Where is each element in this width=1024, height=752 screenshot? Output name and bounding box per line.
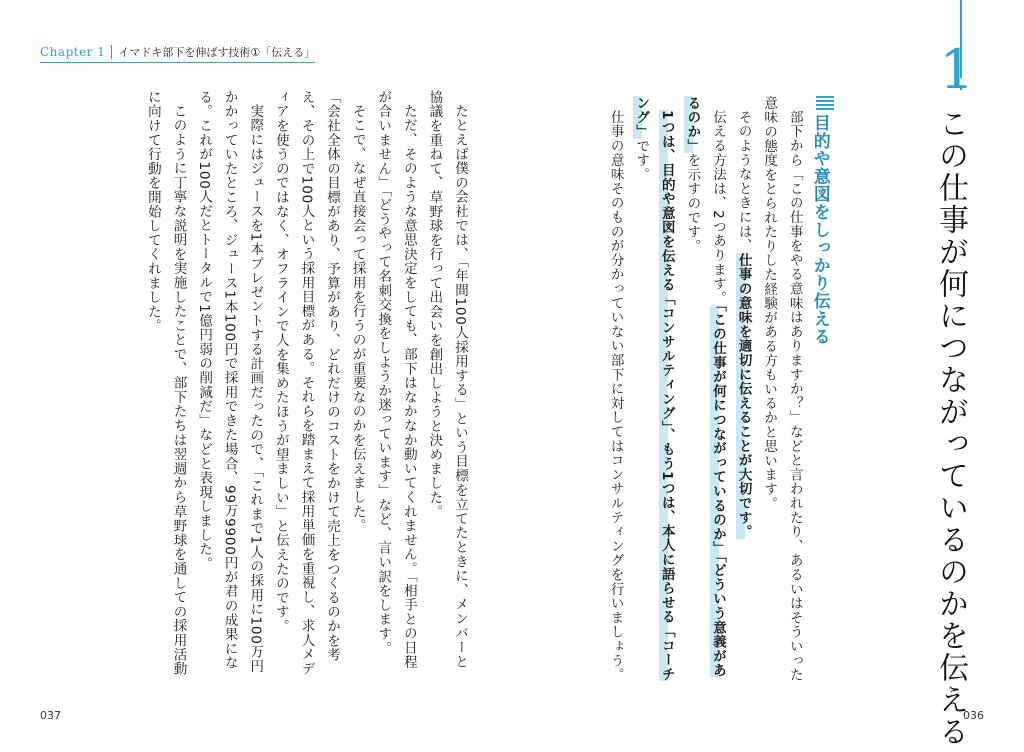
subheading	[807, 96, 834, 686]
paragraph: このように丁寧な説明を実施したことで、部下たちは翌週から草野球を通しての採用活動に向けて行動を開始してくれました。	[144, 90, 187, 676]
running-head-rule	[40, 62, 315, 63]
subheading-text: 目的や意図をしっかり伝える	[809, 114, 830, 346]
paragraph: 仕事の意味そのものが分かっていない部下に対してはコンサルティングを行いましょう。	[607, 109, 624, 682]
paragraph: 「会社全体の目標があり、予算があり、どれだけのコストをかけて売上をつくるのかを考え、その上で100人という採用目標がある。それらを踏まえて採用単価を重視し、求人メディアを使うのではなく、オフラインで人を集めたほうが望ましい」と伝えたのです。	[272, 90, 341, 676]
page-number: 037	[40, 709, 61, 722]
paragraph	[730, 96, 756, 686]
paragraph: そこで、なぜ直接会って採用を行うのが重要なのかを伝えました。	[349, 103, 366, 533]
chapter-title: この仕事が何につながっているのかを伝える	[933, 108, 968, 748]
paragraph: 実際にはジュースを1本プレゼントする計画だったので、「これまで1人の採用に100万円かかっていたところ、ジュース1本100円で採用できた場合、99万9900円が君の成果になる。これが100人だとトータルで1億円弱の削減だ」などと表現しました。	[196, 90, 264, 673]
emphasis-text: 「この仕事が何につながっているのか」「どういう意義があるのか」	[684, 96, 726, 678]
paragraph: ただ、そのような意思決定をしても、部下はなかなか動いてくれません。「相手との日程が合いません」「どうやって名刺交換をしようか迷っています」など、言い訳をします。	[375, 90, 417, 669]
paragraph: 部下から「この仕事をやる意味はありますか？」などと言われたり、あるいはそういった意味の態度をとられたりした経験がある方もいるかと思います。	[761, 96, 803, 682]
chapter-number: 1	[939, 38, 974, 101]
paragraph	[679, 96, 730, 686]
page-number: 036	[963, 709, 984, 722]
emphasis-text: 仕事の意味を適切に伝えることが大切です。	[735, 252, 752, 539]
paragraph-text: そのようなときには、	[735, 109, 752, 253]
running-head-title: イマドキ部下を伸ばす技術①「伝える」	[118, 46, 316, 59]
paragraph	[628, 96, 679, 686]
paragraph-text: です。	[633, 138, 650, 182]
right-body-text	[602, 96, 834, 686]
emphasis-text: 1つは、目的や意図を伝える「コンサルティング」、もう1つは、本人に語らせる「コーチング」	[633, 96, 675, 681]
paragraph: たとえば僕の会社では、「年間100人採用する」という目標を立てたときに、メンバーと協議を重ねて、草野球を行って出会いを創出しようと決めました。	[426, 90, 468, 669]
subheading-marker-icon	[816, 96, 834, 110]
left-body-text	[139, 90, 472, 680]
running-head-divider	[111, 45, 112, 59]
running-head	[40, 44, 315, 60]
running-head-chapter: Chapter 1	[40, 45, 106, 59]
paragraph-text: 伝える方法は、2つあります。	[709, 109, 726, 305]
right-page	[512, 0, 1024, 752]
paragraph-text: を示すのです。	[684, 153, 701, 254]
